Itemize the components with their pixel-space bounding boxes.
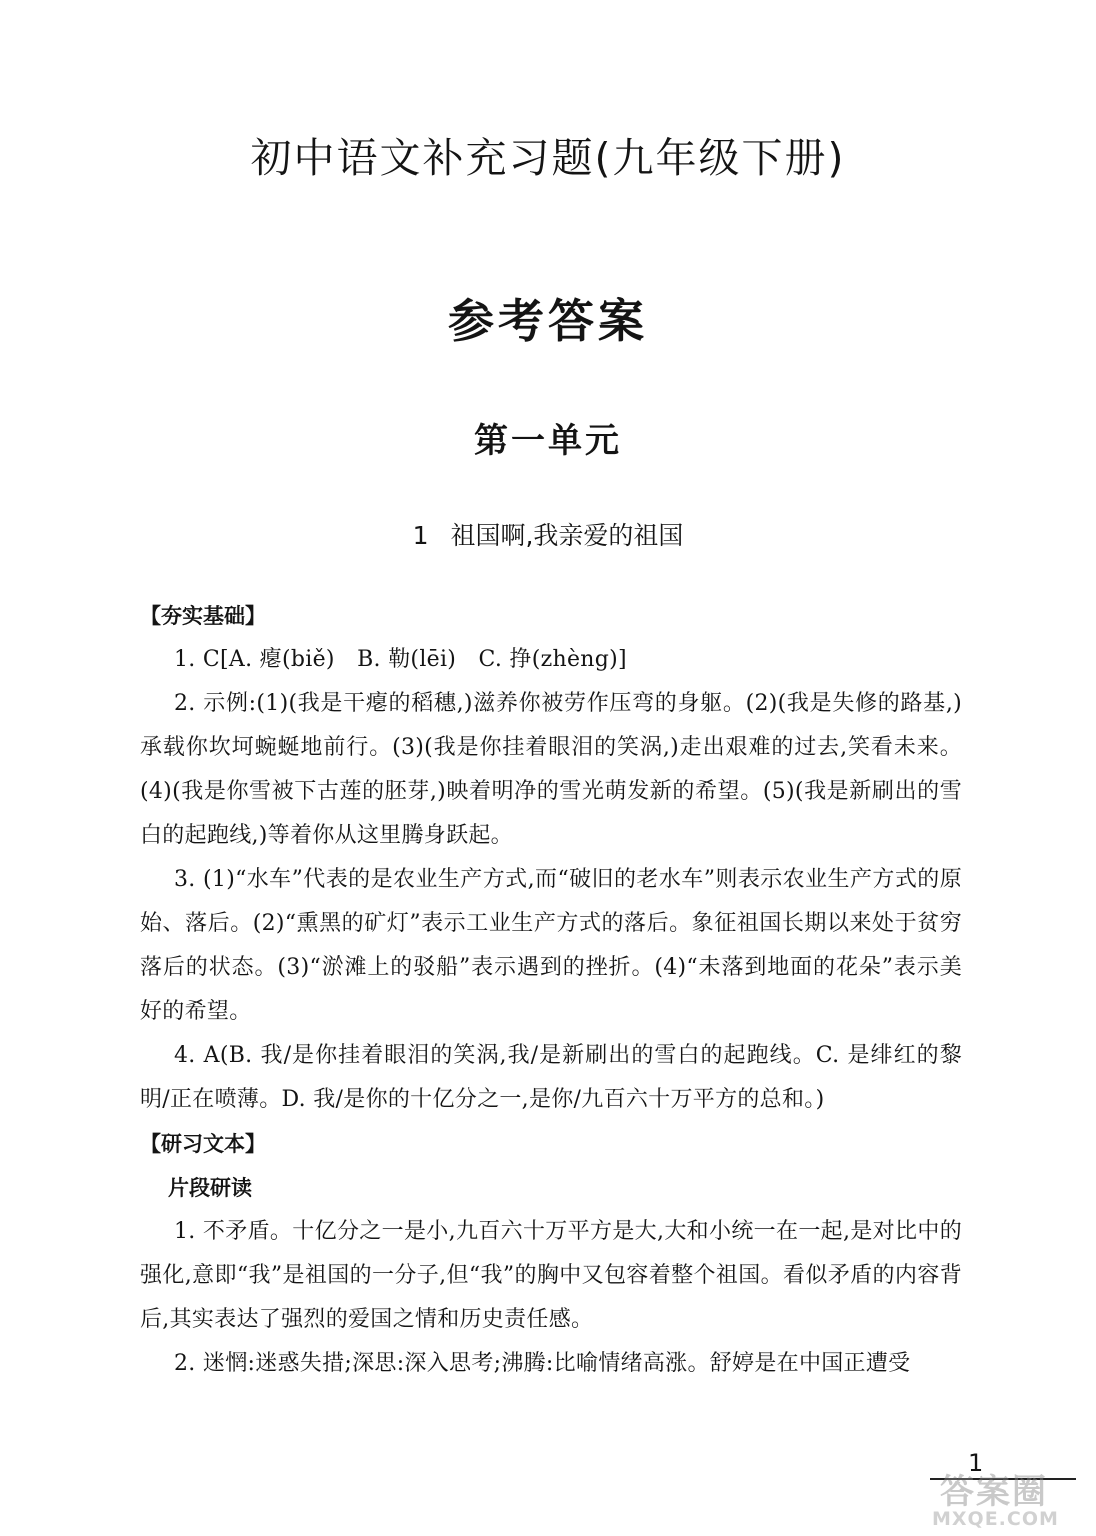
unit-heading: 第一单元 [474,421,622,461]
answer-paragraph: 1. 不矛盾。十亿分之一是小,九百六十万平方是大,大和小统一在一起,是对比中的强化,意即“我”是祖国的一分子,但“我”的胸中又包容着整个祖国。看似矛盾的内容背后,其实表达了强烈的爱国之情和历史责任感。 [140,1219,962,1332]
answer-paragraph: 3. (1)“水车”代表的是农业生产方式,而“破旧的老水车”则表示农业生产方式的原始、落后。(2)“熏黑的矿灯”表示工业生产方式的落后。象征祖国长期以来处于贫穷落后的状态。(3)“淤滩上的驳船”表示遇到的挫折。(4)“未落到地面的花朵”表示美好的希望。 [140,867,962,1024]
watermark-text: 答案圈 [940,1472,1048,1512]
lesson-title: 祖国啊,我亲爱的祖国 [450,521,684,550]
answer-paragraph: 2. 示例:(1)(我是干瘪的稻穗,)滋养你被劳作压弯的身躯。(2)(我是失修的路基,)承载你坎坷蜿蜒地前行。(3)(我是你挂着眼泪的笑涡,)走出艰难的过去,笑看未来。(4)(我是你雪被下古莲的胚芽,)映着明净的雪光萌发新的希望。(5)(我是新刷出的雪白的起跑线,)等着你从这里腾身跃起。 [140,691,962,848]
section-label-basics: 【夯实基础】 [140,604,266,628]
answer-paragraph: 2. 迷惘:迷惑失措;深思:深入思考;沸腾:比喻情绪高涨。舒婷是在中国正遭受 [174,1351,911,1376]
lesson-heading [0,514,1096,558]
answer-paragraph: 4. A(B. 我/是你挂着眼泪的笑涡,我/是新刷出的雪白的起跑线。C. 是绯红的黎明/正在喷薄。D. 我/是你的十亿分之一,是你/九百六十万平方的总和。) [140,1043,962,1112]
page-title: 初中语文补充习题(九年级下册) [250,134,846,182]
answer-paragraph: 1. C[A. 瘪(biě) B. 勒(lēi) C. 挣(zhèng)] [174,647,627,672]
subsection-label-excerpt-reading: 片段研读 [168,1176,252,1200]
page-number: 1 [968,1449,984,1477]
section-label-text-study: 【研习文本】 [140,1132,266,1156]
watermark-url: MXQE.COM [932,1508,1059,1530]
lesson-number: 1 [412,521,429,550]
watermark-logo [930,1474,1090,1532]
answer-content [140,594,962,1386]
answer-heading: 参考答案 [448,294,648,348]
